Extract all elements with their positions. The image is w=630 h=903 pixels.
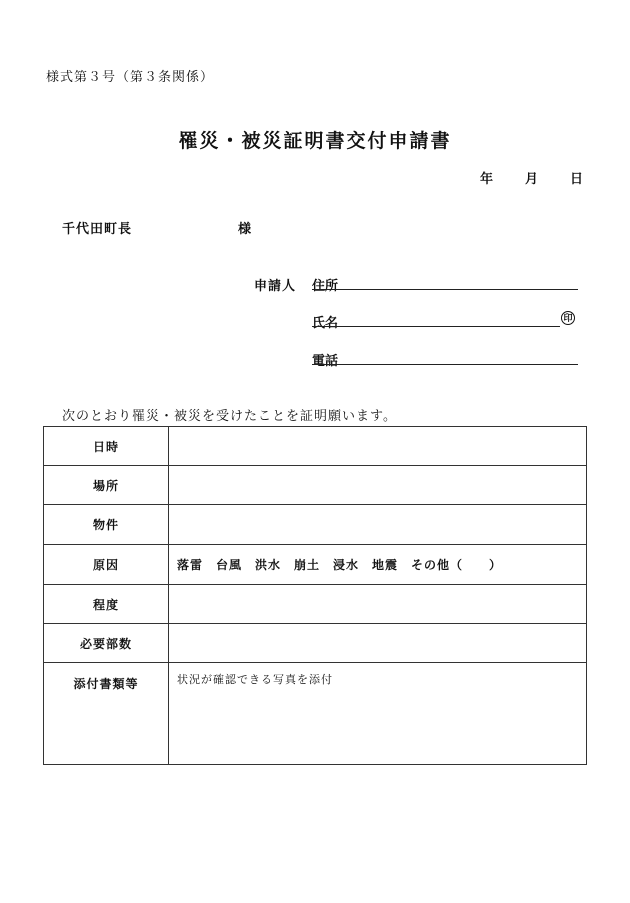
location-label: 場所: [44, 466, 169, 505]
table-row-attachments: [44, 663, 587, 765]
table-row-property: [44, 505, 587, 545]
addressee-name: 千代田町長: [62, 222, 133, 237]
copies-value-cell[interactable]: [169, 624, 587, 663]
table-row-copies: [44, 624, 587, 663]
copies-label: 必要部数: [44, 624, 169, 663]
addressee-honorific: 様: [238, 222, 252, 237]
location-value-cell[interactable]: [169, 466, 587, 505]
property-label: 物件: [44, 505, 169, 545]
attachments-label: 添付書類等: [44, 663, 169, 765]
name-field-line[interactable]: [312, 326, 560, 327]
cause-label: 原因: [44, 545, 169, 585]
table-row-cause: [44, 545, 587, 585]
table-row-datetime: [44, 427, 587, 466]
document-title: 罹災・被災証明書交付申請書: [178, 130, 452, 152]
address-label: 住所: [312, 279, 339, 294]
address-field-line[interactable]: [312, 289, 578, 290]
table-row-location: [44, 466, 587, 505]
disaster-info-table: [43, 426, 587, 765]
request-sentence: 次のとおり罹災・被災を受けたことを証明願います。: [62, 409, 397, 424]
form-number: 様式第３号（第３条関係）: [46, 70, 215, 85]
name-label: 氏名: [312, 316, 339, 331]
cause-options[interactable]: 落雷 台風 洪水 崩土 浸水 地震 その他（ ）: [169, 545, 587, 585]
date-month-label: 月: [525, 172, 539, 187]
table-row-extent: [44, 585, 587, 624]
applicant-label: 申請人: [254, 279, 297, 294]
extent-value-cell[interactable]: [169, 585, 587, 624]
date-year-label: 年: [480, 172, 494, 187]
phone-label: 電話: [312, 354, 339, 369]
datetime-value-cell[interactable]: [169, 427, 587, 466]
date-day-label: 日: [570, 172, 584, 187]
attachments-note[interactable]: 状況が確認できる写真を添付: [169, 663, 587, 765]
phone-field-line[interactable]: [312, 364, 578, 365]
datetime-label: 日時: [44, 427, 169, 466]
extent-label: 程度: [44, 585, 169, 624]
property-value-cell[interactable]: [169, 505, 587, 545]
seal-mark-icon: 印: [561, 311, 575, 325]
